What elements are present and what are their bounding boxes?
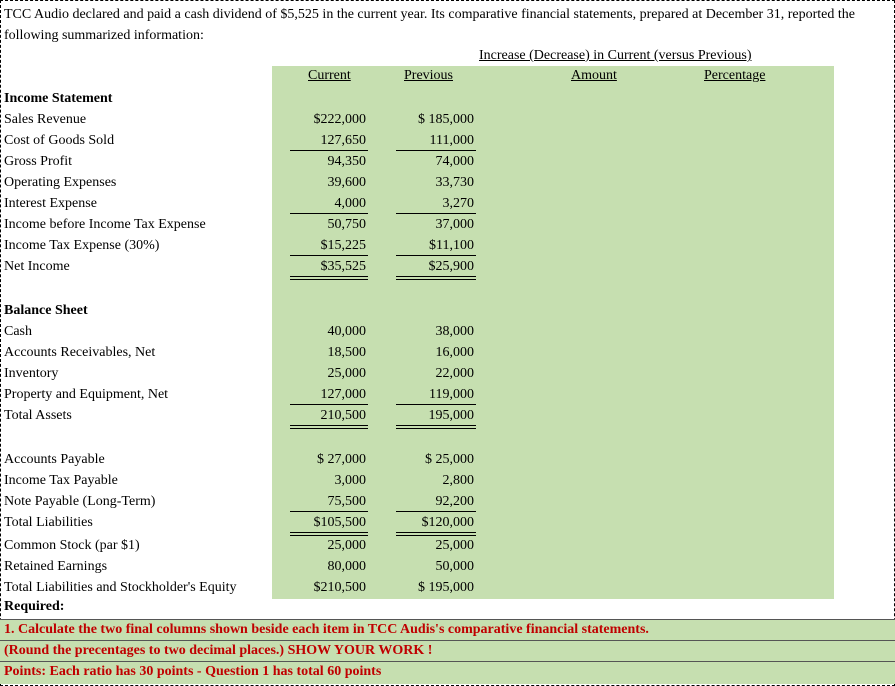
current-value: 18,500: [327, 345, 366, 360]
previous-value: 22,000: [435, 366, 474, 381]
row-label: Income Tax Payable: [4, 473, 118, 488]
current-value: $210,500: [313, 580, 366, 595]
total-double-rule: [396, 276, 476, 280]
current-value: $35,525: [320, 259, 366, 274]
previous-column-header: Previous: [404, 68, 453, 83]
row-label: Cash: [4, 324, 32, 339]
previous-value: 38,000: [435, 324, 474, 339]
row-label: Property and Equipment, Net: [4, 387, 169, 402]
row-label: Note Payable (Long-Term): [4, 494, 156, 509]
amount-column-header: Amount: [571, 68, 617, 83]
current-value: 25,000: [327, 538, 366, 553]
row-label: Net Income: [4, 259, 70, 274]
previous-value: $11,100: [429, 238, 474, 253]
current-value: $15,225: [320, 238, 366, 253]
required-line-1: [0, 619, 895, 640]
previous-value: 50,000: [435, 559, 474, 574]
row-label: Inventory: [4, 366, 59, 381]
previous-value: 2,800: [442, 473, 474, 488]
row-label: Common Stock (par $1): [4, 538, 140, 553]
current-value: $105,500: [313, 515, 366, 530]
current-value: 40,000: [327, 324, 366, 339]
required-title: Required:: [4, 599, 65, 614]
row-label: Income before Income Tax Expense: [4, 217, 206, 232]
income-statement-title: Income Statement: [4, 91, 113, 106]
total-double-rule: [396, 425, 476, 429]
row-label: Interest Expense: [4, 196, 97, 211]
current-value: 94,350: [327, 154, 366, 169]
row-label: Accounts Payable: [4, 452, 105, 467]
previous-value: 33,730: [435, 175, 474, 190]
row-label: Total Liabilities and Stockholder's Equity: [4, 580, 237, 595]
balance-sheet-title: Balance Sheet: [4, 303, 88, 318]
previous-value: 37,000: [435, 217, 474, 232]
previous-value: $ 25,000: [425, 452, 474, 467]
total-double-rule: [290, 276, 368, 280]
current-value: 39,600: [327, 175, 366, 190]
previous-value: 195,000: [428, 408, 474, 423]
row-label: Accounts Receivables, Net: [4, 345, 156, 360]
row-label: Operating Expenses: [4, 175, 117, 190]
current-value: 25,000: [327, 366, 366, 381]
required-text-1: 1. Calculate the two final columns shown beside each item in TCC Audis's comparative financial statements.: [4, 622, 649, 637]
previous-value: $25,900: [428, 259, 474, 274]
current-column-header: Current: [308, 68, 351, 83]
row-label: Total Assets: [4, 408, 72, 423]
row-label: Total Liabilities: [4, 515, 93, 530]
previous-value: 74,000: [435, 154, 474, 169]
row-label: Cost of Goods Sold: [4, 133, 115, 148]
previous-value: 92,200: [435, 494, 474, 509]
row-label: Income Tax Expense (30%): [4, 238, 160, 253]
previous-value: $120,000: [421, 515, 474, 530]
percentage-column-header: Percentage: [704, 68, 766, 83]
increase-decrease-header: Increase (Decrease) in Current (versus Previous): [479, 48, 752, 63]
current-value: 127,000: [320, 387, 366, 402]
previous-value: 3,270: [442, 196, 474, 211]
current-value: 210,500: [320, 408, 366, 423]
required-line-3: [0, 661, 895, 684]
previous-value: 111,000: [429, 133, 474, 148]
current-value: 127,650: [320, 133, 366, 148]
previous-value: 16,000: [435, 345, 474, 360]
current-value: 3,000: [334, 473, 366, 488]
row-label: Gross Profit: [4, 154, 73, 169]
current-value: 80,000: [327, 559, 366, 574]
required-line-2: [0, 640, 895, 661]
current-value: $ 27,000: [317, 452, 366, 467]
previous-value: $ 195,000: [418, 580, 474, 595]
current-value: 4,000: [334, 196, 366, 211]
current-value: $222,000: [313, 112, 366, 127]
required-text-2: (Round the precentages to two decimal places.) SHOW YOUR WORK !: [4, 643, 433, 658]
previous-value: 119,000: [429, 387, 474, 402]
total-double-rule: [290, 425, 368, 429]
previous-value: 25,000: [435, 538, 474, 553]
row-label: Sales Revenue: [4, 112, 87, 127]
required-text-3: Points: Each ratio has 30 points - Question 1 has total 60 points: [4, 664, 382, 679]
current-value: 75,500: [327, 494, 366, 509]
current-value: 50,750: [327, 217, 366, 232]
previous-value: $ 185,000: [418, 112, 474, 127]
row-label: Retained Earnings: [4, 559, 108, 574]
problem-intro: TCC Audio declared and paid a cash dividend of $5,525 in the current year. Its comparative financial statements, prepared at December 31, reported the following summarized information:: [4, 7, 855, 43]
